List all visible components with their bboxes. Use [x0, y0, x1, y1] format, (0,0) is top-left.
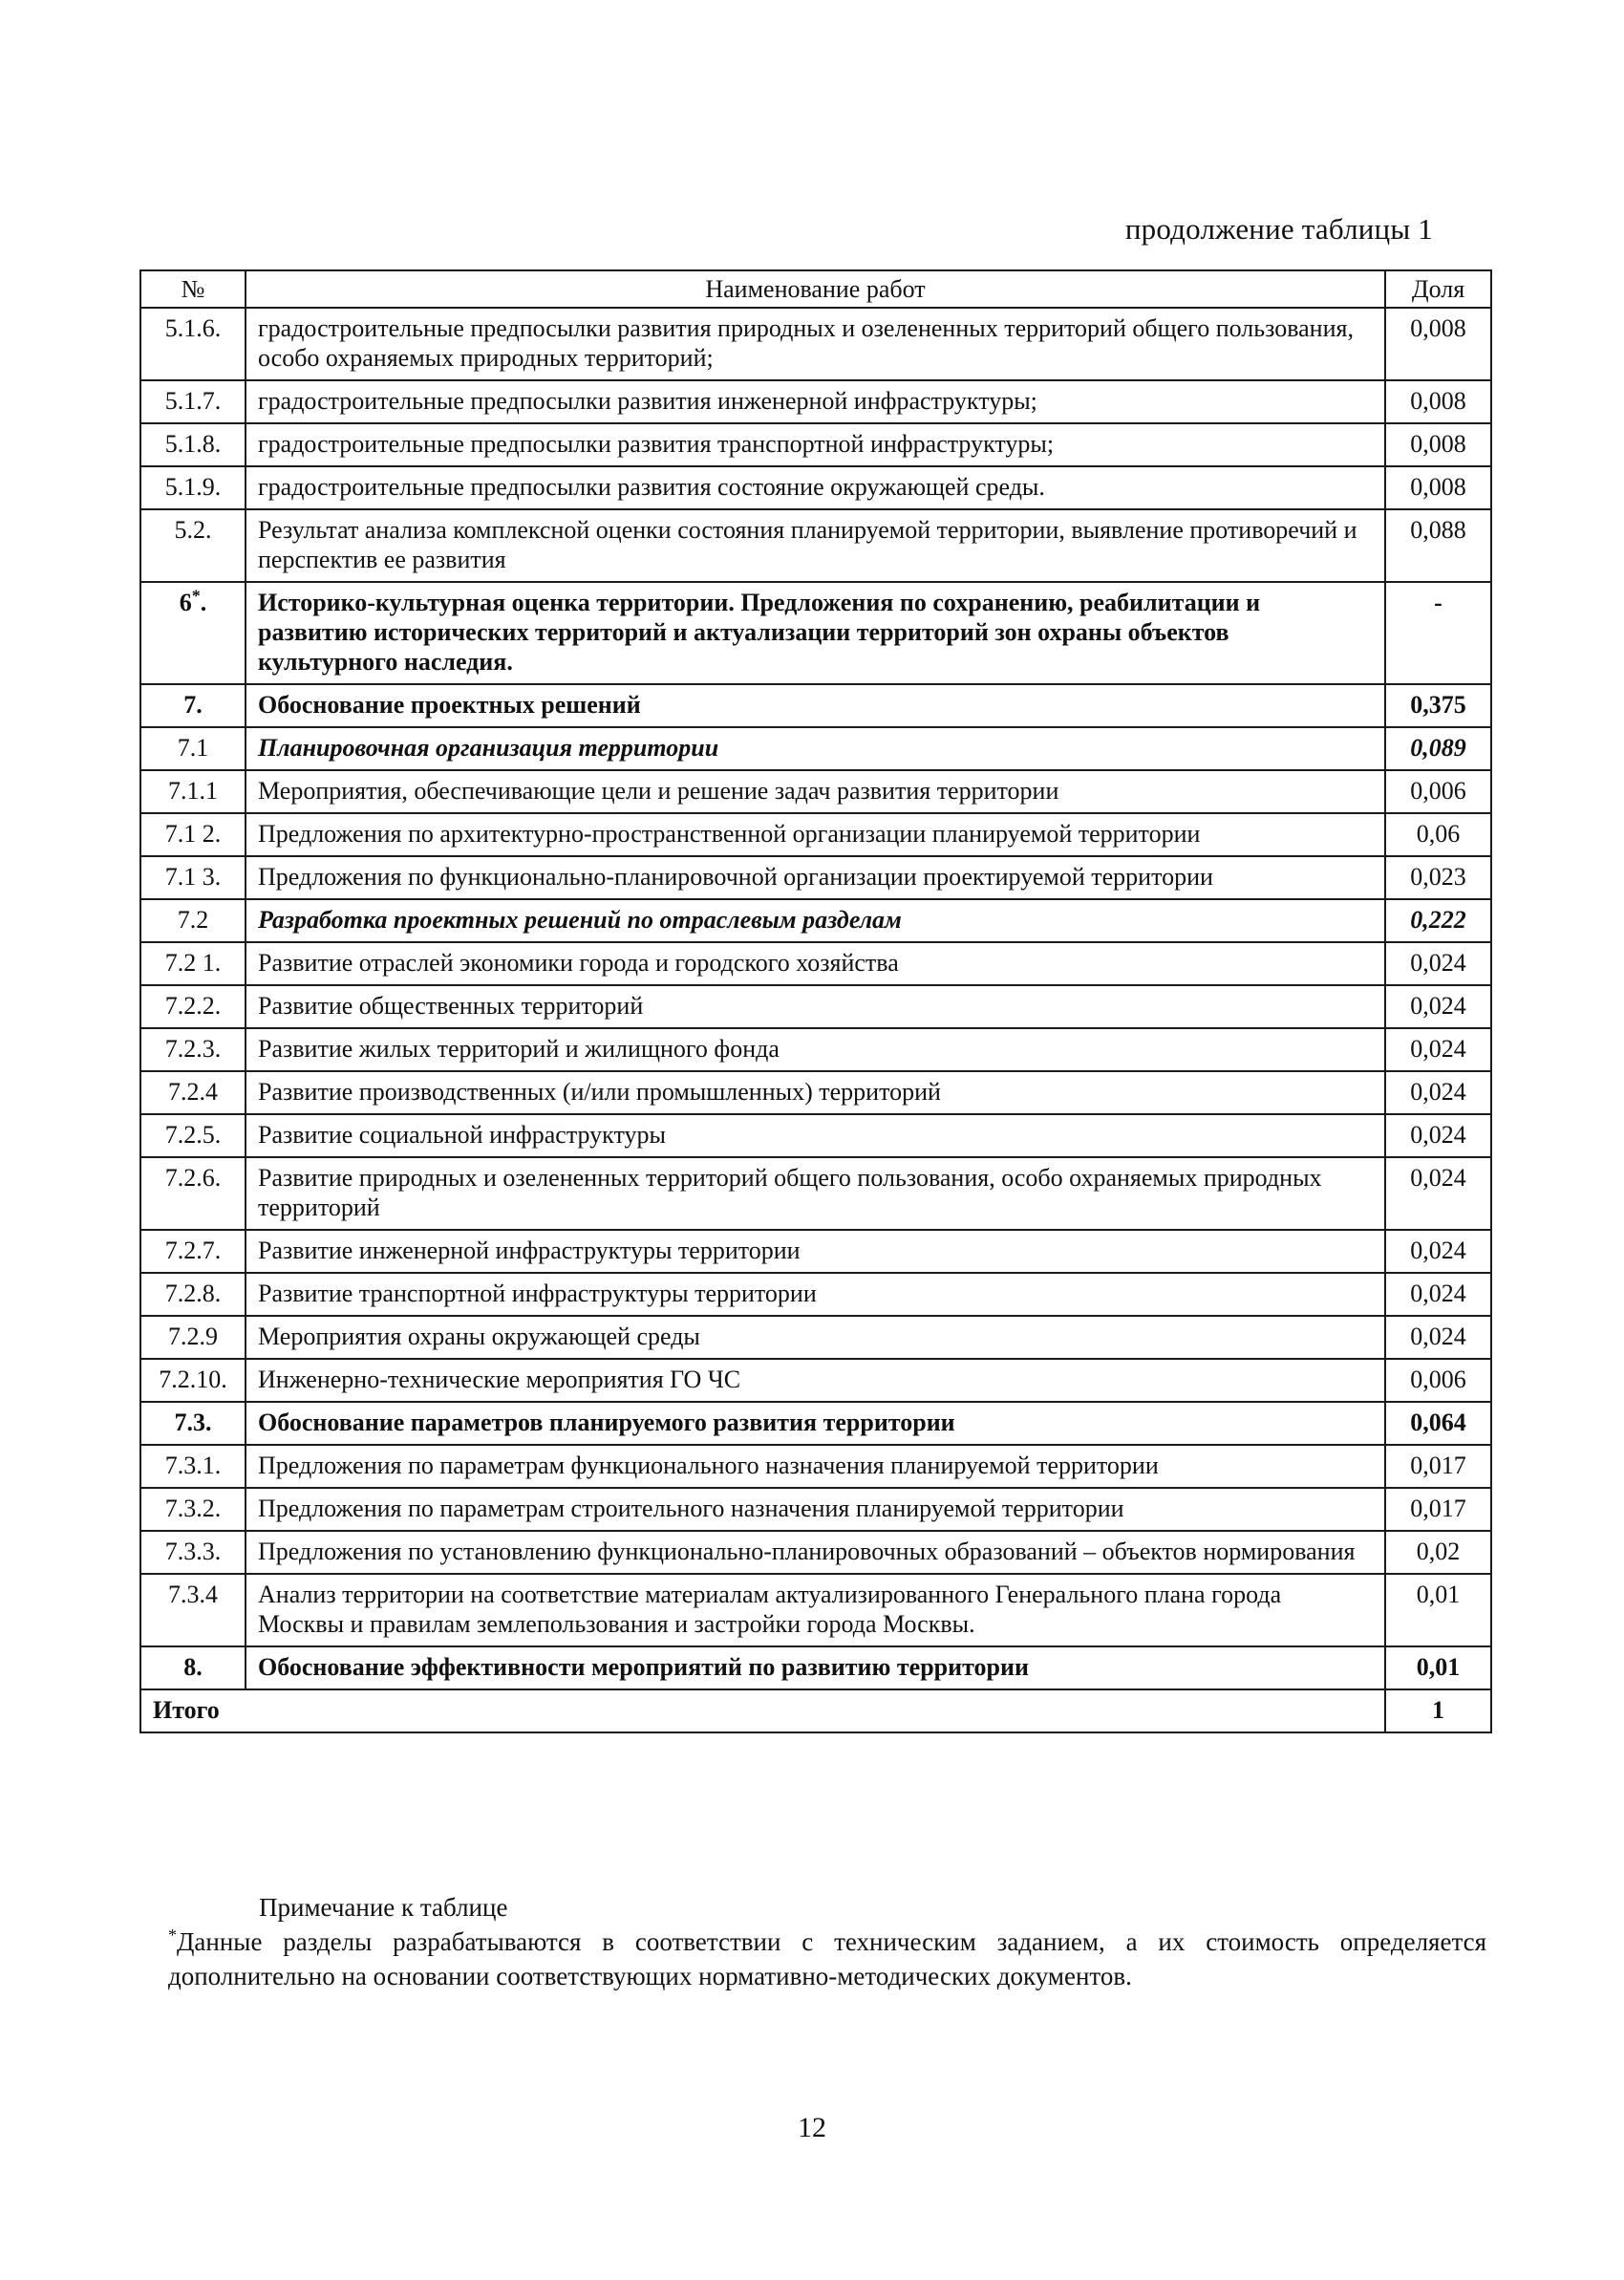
- row-number-text: 7.3.1.: [164, 1452, 222, 1479]
- row-number: [140, 1071, 246, 1114]
- row-share: 0,02: [1385, 1531, 1491, 1574]
- row-share: 0,006: [1385, 1359, 1491, 1402]
- row-name: Мероприятия, обеспечивающие цели и решение задач развития территории: [246, 770, 1385, 813]
- table-header-row: [140, 270, 1491, 308]
- row-name: градостроительные предпосылки развития транспортной инфраструктуры;: [246, 423, 1385, 466]
- row-share: 0,008: [1385, 380, 1491, 423]
- row-name: Развитие социальной инфраструктуры: [246, 1114, 1385, 1157]
- row-number: [140, 1028, 246, 1071]
- table-row: [140, 899, 1491, 942]
- row-share: 0,024: [1385, 1114, 1491, 1157]
- row-name: Предложения по функционально-планировочной организации проектируемой территории: [246, 856, 1385, 899]
- row-share: 0,064: [1385, 1402, 1491, 1445]
- table-row: [140, 684, 1491, 727]
- row-name: градостроительные предпосылки развития состояние окружающей среды.: [246, 466, 1385, 509]
- table-body: [140, 308, 1491, 1689]
- row-number: [140, 466, 246, 509]
- row-number: [140, 1574, 246, 1646]
- row-share: 0,088: [1385, 509, 1491, 582]
- row-number: [140, 380, 246, 423]
- row-number-text: 5.1.6.: [164, 314, 222, 342]
- row-number: [140, 985, 246, 1028]
- row-number: [140, 509, 246, 582]
- row-name: градостроительные предпосылки развития инженерной инфраструктуры;: [246, 380, 1385, 423]
- total-label: Итого: [140, 1689, 1385, 1732]
- table-row: [140, 466, 1491, 509]
- row-name: Развитие отраслей экономики города и городского хозяйства: [246, 942, 1385, 985]
- row-share: 0,008: [1385, 423, 1491, 466]
- row-number: [140, 1157, 246, 1230]
- row-number-text: 5.2.: [174, 516, 212, 544]
- table-row: [140, 1445, 1491, 1488]
- header-name: Наименование работ: [246, 270, 1385, 308]
- row-number: [140, 899, 246, 942]
- row-number: [140, 1531, 246, 1574]
- row-name: Предложения по архитектурно-пространственной организации планируемой территории: [246, 813, 1385, 856]
- row-number-text: 5.1.7.: [164, 387, 222, 415]
- table-row: [140, 509, 1491, 582]
- row-number: [140, 1445, 246, 1488]
- page-number: 12: [798, 2112, 826, 2143]
- row-number: [140, 813, 246, 856]
- row-number: [140, 308, 246, 380]
- table-row: [140, 856, 1491, 899]
- row-share: 0,024: [1385, 1157, 1491, 1230]
- row-number-text: 7.1.1: [168, 777, 218, 805]
- table-row: [140, 1157, 1491, 1230]
- row-number: [140, 942, 246, 985]
- row-number-text: 7.3.2.: [164, 1495, 222, 1522]
- works-share-table: [139, 269, 1492, 1733]
- row-name: Анализ территории на соответствие материалам актуализированного Генерального плана города Москвы и правилам землепользования и застройки города Москвы.: [246, 1574, 1385, 1646]
- row-share: 0,008: [1385, 308, 1491, 380]
- row-name: Предложения по установлению функционально-планировочных образований – объектов нормирования: [246, 1531, 1385, 1574]
- table-row: [140, 1273, 1491, 1316]
- row-name: Результат анализа комплексной оценки состояния планируемой территории, выявление противоречий и перспектив ее развития: [246, 509, 1385, 582]
- note-title: Примечание к таблице: [259, 1893, 508, 1922]
- row-number: [140, 1359, 246, 1402]
- row-share: 0,06: [1385, 813, 1491, 856]
- table-row: [140, 423, 1491, 466]
- table-row: [140, 380, 1491, 423]
- note-body: [168, 1925, 1486, 1993]
- row-share: 0,222: [1385, 899, 1491, 942]
- row-share: 0,023: [1385, 856, 1491, 899]
- row-name: Развитие инженерной инфраструктуры территории: [246, 1230, 1385, 1273]
- row-number-text: 7.2: [177, 906, 209, 934]
- row-number: [140, 770, 246, 813]
- row-number-text: 7.: [183, 691, 203, 719]
- row-number-text: 5.1.8.: [164, 430, 222, 458]
- row-number-text: 6: [179, 589, 192, 616]
- row-number-text: 7.3.3.: [164, 1538, 222, 1565]
- row-name: Развитие транспортной инфраструктуры территории: [246, 1273, 1385, 1316]
- note-text: Данные разделы разрабатываются в соответствии с техническим заданием, а их стоимость определяется дополнительно на основании соответствующих нормативно-методических документов.: [168, 1927, 1486, 1990]
- table-continuation-caption: продолжение таблицы 1: [1124, 212, 1433, 246]
- row-share: 0,089: [1385, 727, 1491, 770]
- row-number-suffix: .: [200, 589, 207, 616]
- row-name: Развитие природных и озелененных территорий общего пользования, особо охраняемых природных территорий: [246, 1157, 1385, 1230]
- row-share: 0,024: [1385, 1316, 1491, 1359]
- row-name: Развитие жилых территорий и жилищного фонда: [246, 1028, 1385, 1071]
- row-name: Инженерно-технические мероприятия ГО ЧС: [246, 1359, 1385, 1402]
- row-share: 0,008: [1385, 466, 1491, 509]
- row-number-text: 7.1 2.: [164, 820, 222, 848]
- row-number-text: 7.2.6.: [164, 1164, 222, 1192]
- table-row: [140, 1646, 1491, 1689]
- row-number-text: 7.1: [177, 734, 209, 762]
- total-row: [140, 1689, 1491, 1732]
- row-number-text: 7.2.7.: [164, 1237, 222, 1264]
- row-share: 0,017: [1385, 1445, 1491, 1488]
- row-number: [140, 1646, 246, 1689]
- table-row: [140, 985, 1491, 1028]
- row-share: 0,017: [1385, 1488, 1491, 1531]
- row-name: градостроительные предпосылки развития природных и озелененных территорий общего пользования, особо охраняемых природных территорий;: [246, 308, 1385, 380]
- table-row: [140, 1359, 1491, 1402]
- table-row: [140, 1574, 1491, 1646]
- row-name: Обоснование параметров планируемого развития территории: [246, 1402, 1385, 1445]
- header-share: Доля: [1385, 270, 1491, 308]
- row-share: 0,01: [1385, 1646, 1491, 1689]
- row-number: [140, 856, 246, 899]
- row-name: Обоснование проектных решений: [246, 684, 1385, 727]
- table-row: [140, 727, 1491, 770]
- row-number-text: 7.2.10.: [159, 1366, 227, 1393]
- row-number-text: 7.2.5.: [164, 1121, 222, 1149]
- row-name: Планировочная организация территории: [246, 727, 1385, 770]
- row-number-text: 8.: [183, 1653, 203, 1681]
- row-number: [140, 1114, 246, 1157]
- row-number-text: 7.2.2.: [164, 992, 222, 1020]
- row-number-text: 7.2.9: [168, 1323, 218, 1350]
- table-row: [140, 1114, 1491, 1157]
- table-row: [140, 770, 1491, 813]
- row-number: [140, 423, 246, 466]
- note-asterisk: *: [168, 1925, 177, 1945]
- row-share: 0,024: [1385, 1273, 1491, 1316]
- row-number-text: 7.2.4: [168, 1078, 218, 1106]
- row-number-text: 5.1.9.: [164, 473, 222, 501]
- table-row: [140, 1028, 1491, 1071]
- header-num: №: [140, 270, 246, 308]
- row-name: Предложения по параметрам строительного назначения планируемой территории: [246, 1488, 1385, 1531]
- table-row: [140, 1488, 1491, 1531]
- row-share: 0,024: [1385, 1028, 1491, 1071]
- table-row: [140, 1230, 1491, 1273]
- table-row: [140, 1402, 1491, 1445]
- table-row: [140, 942, 1491, 985]
- row-name: Обоснование эффективности мероприятий по развитию территории: [246, 1646, 1385, 1689]
- row-number-text: 7.1 3.: [164, 863, 222, 891]
- row-number-text: 7.2 1.: [164, 949, 222, 977]
- row-number-text: 7.3.: [174, 1409, 212, 1436]
- table-note: [168, 1890, 1486, 1993]
- row-number: [140, 1402, 246, 1445]
- row-name: Историко-культурная оценка территории. Предложения по сохранению, реабилитации и развитию исторических территорий и актуализации территорий зон охраны объектов культурного наследия.: [246, 582, 1385, 684]
- row-share: -: [1385, 582, 1491, 684]
- row-share: 0,024: [1385, 1230, 1491, 1273]
- row-name: Развитие производственных (и/или промышленных) территорий: [246, 1071, 1385, 1114]
- table-row: [140, 813, 1491, 856]
- row-name: Разработка проектных решений по отраслевым разделам: [246, 899, 1385, 942]
- row-name: Предложения по параметрам функционального назначения планируемой территории: [246, 1445, 1385, 1488]
- row-share: 0,024: [1385, 942, 1491, 985]
- row-number: [140, 1230, 246, 1273]
- row-number-text: 7.3.4: [168, 1581, 218, 1608]
- row-number-text: 7.2.8.: [164, 1280, 222, 1307]
- table-row: [140, 308, 1491, 380]
- row-number: [140, 684, 246, 727]
- table-row: [140, 1531, 1491, 1574]
- row-share: 0,01: [1385, 1574, 1491, 1646]
- row-share: 0,006: [1385, 770, 1491, 813]
- total-share: 1: [1385, 1689, 1491, 1732]
- row-number: [140, 1273, 246, 1316]
- row-share: 0,024: [1385, 985, 1491, 1028]
- row-share: 0,375: [1385, 684, 1491, 727]
- row-asterisk: *: [191, 586, 201, 606]
- table-row: [140, 582, 1491, 684]
- row-number: [140, 1316, 246, 1359]
- table-row: [140, 1071, 1491, 1114]
- row-number: [140, 727, 246, 770]
- row-number-text: 7.2.3.: [164, 1035, 222, 1063]
- row-name: Развитие общественных территорий: [246, 985, 1385, 1028]
- row-number: [140, 1488, 246, 1531]
- table-row: [140, 1316, 1491, 1359]
- row-name: Мероприятия охраны окружающей среды: [246, 1316, 1385, 1359]
- row-share: 0,024: [1385, 1071, 1491, 1114]
- row-number: [140, 582, 246, 684]
